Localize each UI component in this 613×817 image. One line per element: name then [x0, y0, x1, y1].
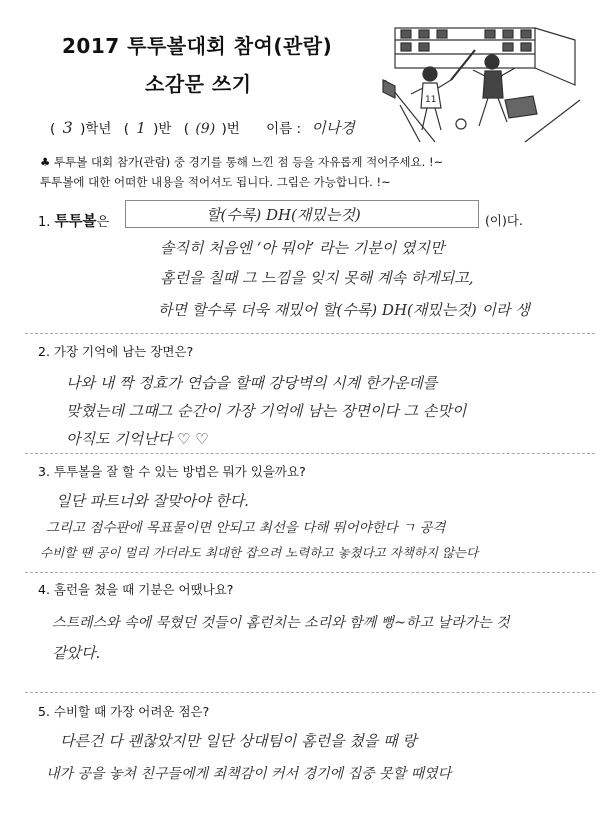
divider	[25, 453, 595, 454]
q3-line-2: 그리고 점수판에 목표물이면 안되고 최선을 다해 뛰어야한다 ㄱ 공격	[46, 520, 446, 536]
page-subtitle: 소감문 쓰기	[145, 72, 252, 96]
q1-box-answer: 할(수록) DH(재밌는것)	[206, 206, 361, 224]
q5-label: 5. 수비할 때 가장 어려운 점은?	[38, 704, 210, 719]
instructions-line2: 투투볼에 대한 어떠한 내용을 적어셔도 됩니다. 그림은 가능합니다. !~	[40, 175, 391, 189]
q2-line-2: 맞혔는데 그때그 순간이 가장 기억에 남는 장면이다 그 손맛이	[66, 402, 467, 420]
q4-line-1: 스트레스와 속에 묵혔던 것들이 홈런치는 소리와 함께 뻥~하고 날라가는 것	[52, 615, 510, 631]
q1-line-2: 홈런을 칠때 그 느낌을 잊지 못해 계속 하게되고,	[160, 269, 474, 287]
grade-close: )학년	[80, 121, 112, 137]
instructions-line1: ♣ 투투볼 대회 참가(관람) 중 경기를 통해 느낀 점 등을 자유롭게 적어주세요. !~	[40, 155, 444, 169]
q1-line-1: 솔직히 처음엔 ‘아 뭐야’ 라는 기분이 였지만	[160, 239, 445, 257]
class-open: (	[123, 121, 129, 137]
page-title: 2017 투투볼대회 참여(관람)	[62, 34, 333, 58]
ball-shape	[456, 119, 466, 129]
class-value: 1	[136, 119, 146, 137]
q1-number: 1.	[38, 215, 51, 230]
q2-line-3: 아직도 기억난다 ♡ ♡	[66, 430, 209, 448]
shirt-number: 11	[425, 95, 437, 105]
q4-label: 4. 홈런을 쳤을 때 기분은 어땠나요?	[38, 582, 234, 597]
grade-value: 3	[62, 118, 73, 137]
divider	[25, 572, 595, 573]
mat-shape	[505, 96, 537, 118]
class-close: )반	[153, 121, 172, 137]
student-info-line	[50, 117, 370, 138]
q3-line-3: 수비할 땐 공이 멀리 가더라도 최대한 잡으려 노력하고 놓쳤다고 자책하지 않는다	[40, 545, 479, 560]
q2-line-1: 나와 내 짝 정효가 연습을 할때 강당벽의 시계 한가운데를	[66, 374, 438, 392]
q3-label: 3. 투투볼을 잘 할 수 있는 방법은 뭐가 있을까요?	[38, 464, 306, 479]
q1-label	[38, 210, 109, 231]
number-close: )번	[221, 121, 240, 137]
name-value: 이나경	[311, 119, 355, 137]
q1-answer-box[interactable]	[125, 200, 479, 228]
student-drawing	[375, 10, 605, 150]
q5-line-2: 내가 공을 놓쳐 친구들에게 죄책감이 커서 경기에 집중 못할 때였다	[46, 766, 452, 782]
q1-after-box: (이)다.	[485, 213, 523, 228]
name-label: 이름 :	[266, 121, 301, 137]
instructions	[40, 152, 443, 192]
wall-shape	[535, 28, 575, 85]
number-value: (9)	[195, 121, 216, 137]
q3-line-1: 일단 파트너와 잘맞아야 한다.	[56, 492, 249, 510]
q4-line-2: 같았다.	[52, 644, 101, 662]
q5-line-1: 다른건 다 괜찮았지만 일단 상대팀이 홈런을 쳤을 때 랑	[60, 732, 417, 750]
grade-open: (	[50, 121, 56, 137]
q1-suffix: 은	[96, 215, 110, 230]
q1-keyword: 투투볼	[54, 214, 97, 230]
q2-label: 2. 가장 기억에 남는 장면은?	[38, 344, 194, 359]
divider	[25, 333, 595, 334]
divider	[25, 692, 595, 693]
number-open: (	[183, 121, 190, 137]
q1-line-3: 하면 할수록 더욱 재밌어 할(수록) DH(재밌는것) 이라 생	[158, 301, 530, 319]
